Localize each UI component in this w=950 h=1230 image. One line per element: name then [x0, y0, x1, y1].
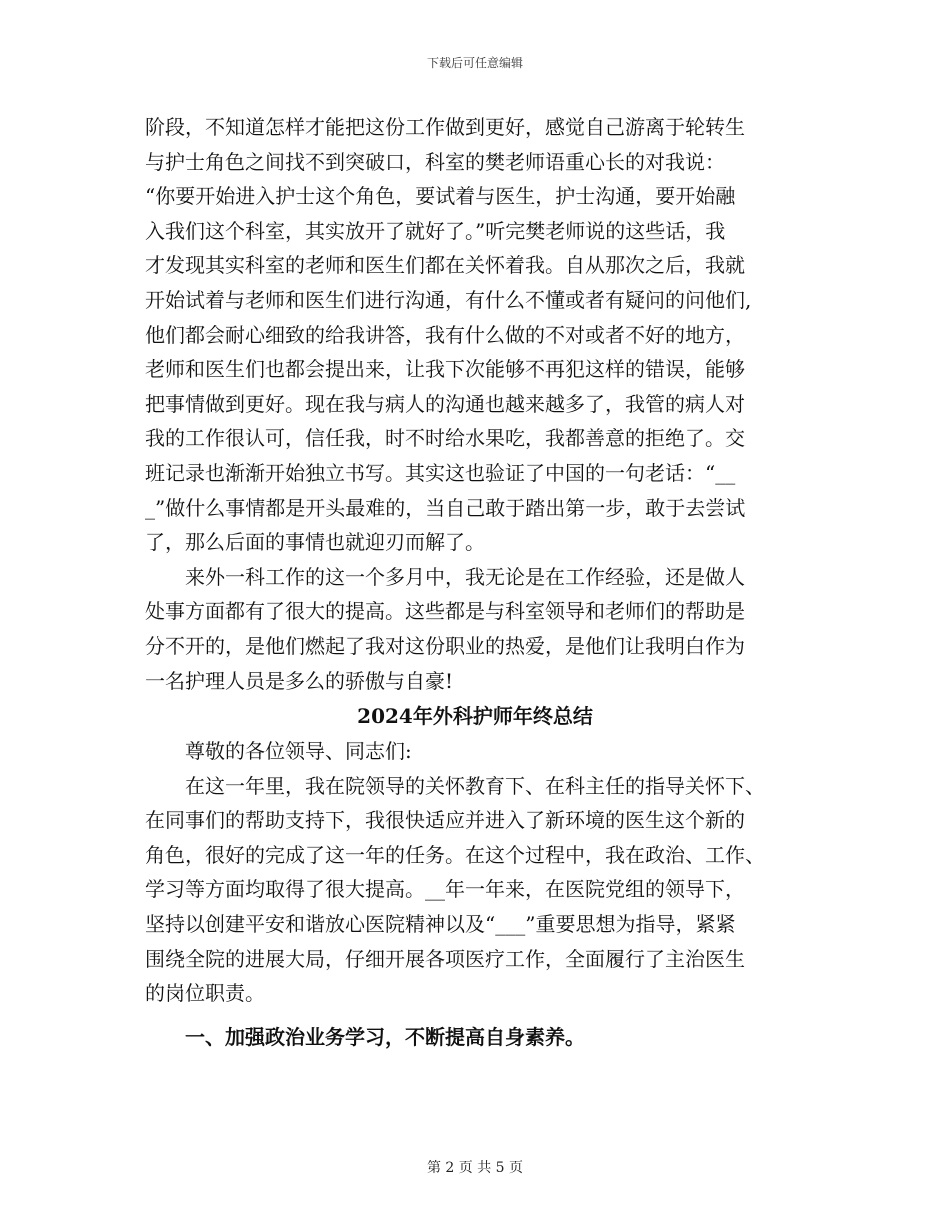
text-line: 坚持以创建平安和谐放心医院精神以及“___”重要思想为指导，紧紧 — [145, 912, 736, 937]
text-line: 我的工作很认可，信任我，时不时给水果吃，我都善意的拒绝了。交 — [145, 426, 745, 451]
paragraph-2 — [145, 560, 805, 698]
page-footer: 第 2 页 共 5 页 — [426, 1160, 524, 1176]
text-line: 开始试着与老师和医生们进行沟通，有什么不懂或者有疑问的问他们, — [145, 287, 752, 312]
text-line: 围绕全院的进展大局，仔细开展各项医疗工作，全面履行了主治医生 — [145, 946, 745, 971]
text-line: 在同事们的帮助支持下，我很快适应并进入了新环境的医生这个新的 — [145, 808, 745, 833]
text-line: 一名护理人员是多么的骄傲与自豪! — [145, 668, 454, 693]
document-body — [145, 110, 805, 1055]
text-line: 才发现其实科室的老师和医生们都在关怀着我。自从那次之后，我就 — [145, 253, 745, 278]
text-line: 入我们这个科室，其实放开了就好了。”听完樊老师说的这些话，我 — [145, 218, 726, 243]
text-line: 他们都会耐心细致的给我讲答，我有什么做的不对或者不好的地方， — [145, 322, 745, 347]
salutation: 尊敬的各位领导、同志们: — [185, 739, 412, 764]
text-line: 角色，很好的完成了这一年的任务。在这个过程中，我在政治、工作、 — [145, 842, 765, 867]
text-line: 了，那么后面的事情也就迎刃而解了。 — [145, 530, 485, 555]
text-line: 的岗位职责。 — [145, 981, 265, 1006]
paragraph-1 — [145, 110, 805, 560]
text-line: 把事情做到更好。现在我与病人的沟通也越来越多了，我管的病人对 — [145, 391, 745, 416]
text-line: 学习等方面均取得了很大提高。__年一年来，在医院党组的领导下， — [145, 877, 745, 902]
text-line: 在这一年里，我在院领导的关怀教育下、在科主任的指导关怀下、 — [185, 773, 765, 798]
section-title: 2024年外科护师年终总结 — [357, 704, 593, 729]
text-line: 班记录也渐渐开始独立书写。其实这也验证了中国的一句老话：“__ — [145, 460, 736, 485]
text-line: _”做什么事情都是开头最难的，当自己敢于踏出第一步，敢于去尝试 — [145, 495, 746, 520]
page-header: 下载后可任意编辑 — [426, 56, 523, 70]
section-heading: 一、加强政治业务学习，不断提高自身素养。 — [185, 1024, 585, 1049]
text-line: 处事方面都有了很大的提高。这些都是与科室领导和老师们的帮助是 — [145, 599, 745, 624]
text-line: 阶段，不知道怎样才能把这份工作做到更好，感觉自己游离于轮转生 — [145, 115, 745, 139]
text-line: “你要开始进入护士这个角色，要试着与医生，护士沟通，要开始融 — [145, 184, 736, 209]
text-line: 老师和医生们也都会提出来，让我下次能够不再犯这样的错误，能够 — [145, 357, 745, 382]
paragraph-3 — [145, 769, 805, 1011]
text-line: 分不开的，是他们燃起了我对这份职业的热爱，是他们让我明白作为 — [145, 633, 745, 658]
text-line: 与护士角色之间找不到突破口，科室的樊老师语重心长的对我说： — [145, 149, 725, 174]
text-line: 来外一科工作的这一个多月中，我无论是在工作经验，还是做人 — [185, 564, 745, 589]
